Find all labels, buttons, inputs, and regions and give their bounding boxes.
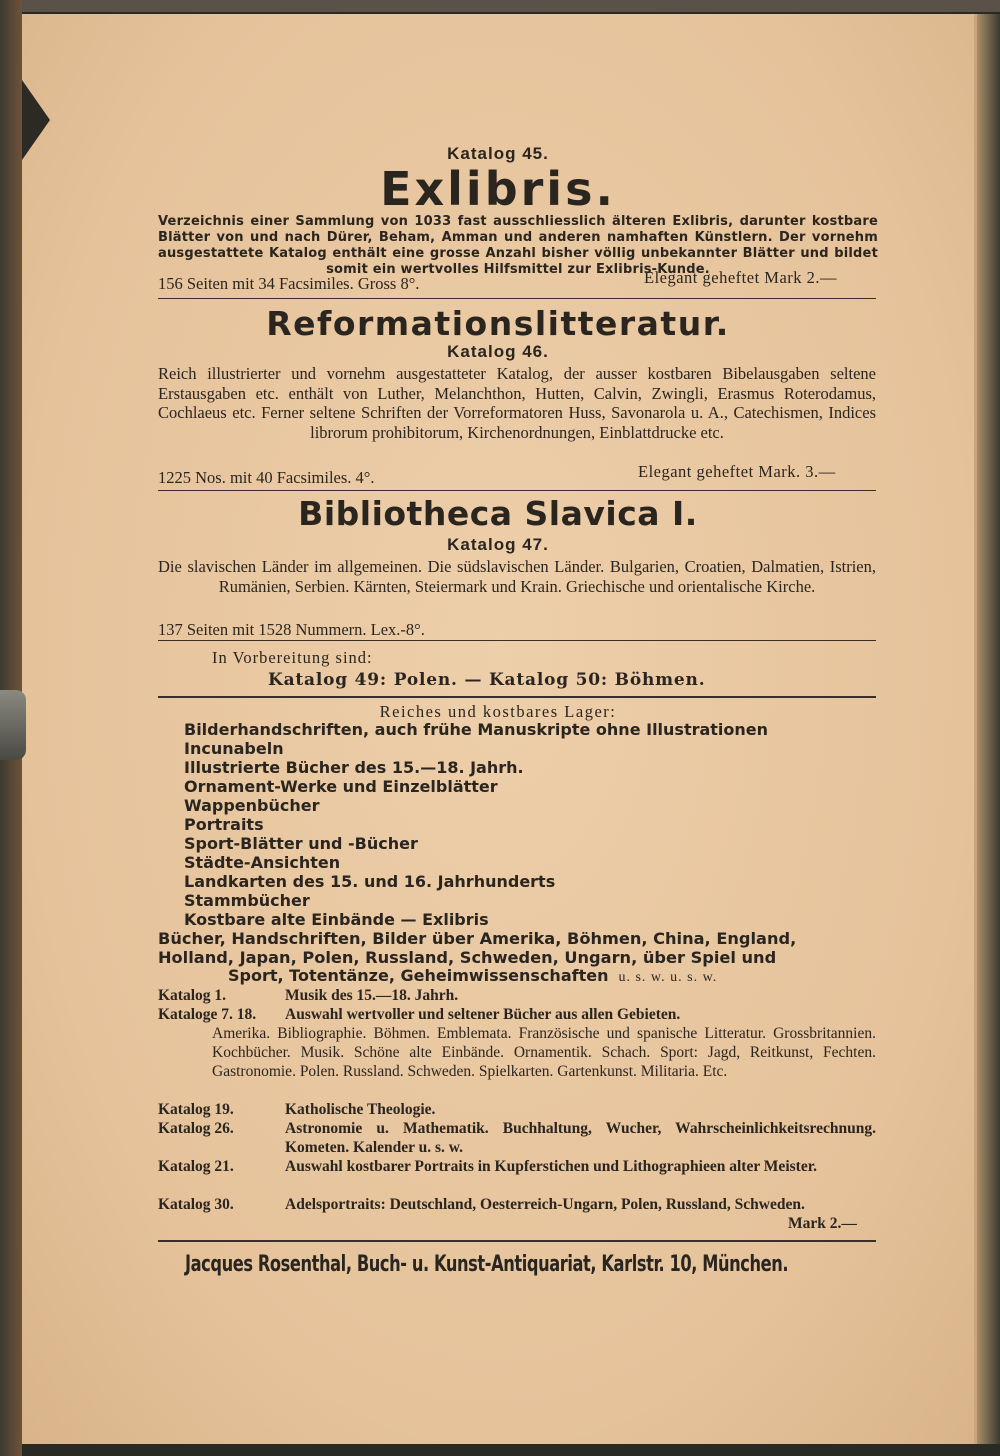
katalog-entry-label: Katalog 26. [158, 1120, 234, 1137]
publisher-footer: Jacques Rosenthal, Buch- u. Kunst-Antiquariat, Karlstr. 10, München. [185, 1252, 789, 1277]
lager-subjects-line-1: Bücher, Handschriften, Bilder über Amerika, Böhmen, China, England, [158, 929, 797, 948]
katalog-entry-title: Astronomie u. Mathematik. Buchhaltung, Wucher, Wahrscheinlichkeitsrechnung. Kometen. Kalender u. s. w. [285, 1120, 876, 1156]
divider [158, 696, 876, 698]
lager-subjects-etc: u. s. w. u. s. w. [618, 970, 718, 985]
katalog-entry-title: Adelsportraits: Deutschland, Oesterreich-Ungarn, Polen, Russland, Schweden. [285, 1196, 805, 1213]
katalog-entry-title: Auswahl kostbarer Portraits in Kupferstichen und Lithographieen alter Meister. [285, 1158, 818, 1175]
list-item: Wappenbücher [184, 796, 320, 815]
katalog-entry-label: Kataloge 7. 18. [158, 1006, 257, 1023]
katalog-entry [158, 986, 876, 1005]
page-paper [22, 14, 977, 1444]
lager-subjects-line-3 [228, 966, 717, 986]
exlibris-title: Exlibris. [380, 162, 616, 216]
katalog-45-heading: Katalog 45. [447, 144, 549, 163]
torn-corner [22, 80, 50, 160]
page-edge-shadow [974, 14, 1000, 1444]
katalog-47-description: Die slavischen Länder im allgemeinen. Die südslavischen Länder. Bulgarien, Croatien, Dalmatien, Istrien, Rumänien, Serbien. Kärnten, Steiermark und Krain. Griechische und orientalische Kirche. [158, 557, 876, 596]
katalog-47-heading: Katalog 47. [447, 535, 549, 554]
katalog-entry-label: Katalog 1. [158, 987, 227, 1004]
katalog-entry-title: Musik des 15.—18. Jahrh. [285, 987, 459, 1004]
katalog-entry-title: Katholische Theologie. [285, 1101, 436, 1118]
list-item: Portraits [184, 815, 264, 834]
lager-list [184, 720, 768, 929]
katalog-entry [158, 1119, 876, 1157]
list-item: Kostbare alte Einbände — Exlibris [184, 910, 489, 929]
list-item: Sport-Blätter und -Bücher [184, 834, 418, 853]
bibliotheca-slavica-title: Bibliotheca Slavica I. [298, 494, 698, 533]
list-item: Bilderhandschriften, auch frühe Manuskripte ohne Illustrationen [184, 720, 769, 739]
katalog-45-price: Elegant geheftet Mark 2.— [644, 268, 838, 287]
divider [158, 298, 876, 299]
lager-heading: Reiches und kostbares Lager: [379, 702, 617, 721]
katalog-46-heading: Katalog 46. [447, 342, 549, 361]
top-edge [0, 0, 1000, 12]
list-item: Incunabeln [184, 739, 284, 758]
list-item: Illustrierte Bücher des 15.—18. Jahrh. [184, 758, 524, 777]
katalog-entry-label: Katalog 30. [158, 1196, 234, 1213]
divider [158, 490, 876, 491]
lager-subjects-line-2: Holland, Japan, Polen, Russland, Schweden, Ungarn, über Spiel und [158, 948, 777, 967]
in-vorbereitung-label: In Vorbereitung sind: [212, 648, 373, 667]
katalog-entry-label: Katalog 21. [158, 1158, 234, 1175]
katalog-46-price: Elegant geheftet Mark. 3.— [638, 462, 836, 481]
price-text: Mark 2.— [788, 1215, 857, 1232]
katalog-entry-description: Amerika. Bibliographie. Böhmen. Emblemata. Französische und spanische Litteratur. Grossbritannien. Kochbücher. Musik. Schöne alte Einbände. Ornamentik. Schach. Sport: Jagd, Reitkunst, Fechten. Gastronomie. Polen. Russland. Schweden. Spielkarten. Gartenkunst. Militaria. Etc. [212, 1025, 876, 1080]
binding-clip [0, 690, 26, 760]
katalog-45-specs: 156 Seiten mit 34 Facsimiles. Gross 8°. [158, 274, 420, 293]
katalog-45-description: Verzeichnis einer Sammlung von 1033 fast ausschliesslich älteren Exlibris, darunter kostbare Blätter von und nach Dürer, Beham, Amman und anderen namhaften Künstlern. Der vornehm ausgestattete Katalog enthält eine grosse Anzahl bisher völlig unbekannter Blätter und bildet somit ein wertvolles Hilfsmittel zur Exlibris-Kunde. [158, 214, 878, 277]
katalog-entry-label: Katalog 19. [158, 1101, 234, 1118]
katalog-entry [158, 1157, 876, 1176]
list-item: Ornament-Werke und Einzelblätter [184, 777, 498, 796]
katalog-entry [158, 1100, 876, 1119]
list-item: Städte-Ansichten [184, 853, 341, 872]
katalog-46-specs: 1225 Nos. mit 40 Facsimiles. 4°. [158, 468, 375, 487]
katalog-entry [158, 1005, 876, 1024]
divider [158, 1240, 876, 1242]
divider [158, 640, 876, 641]
list-item: Landkarten des 15. und 16. Jahrhunderts [184, 872, 556, 891]
katalog-entry [158, 1195, 876, 1214]
katalog-47-specs: 137 Seiten mit 1528 Nummern. Lex.-8°. [158, 620, 425, 639]
katalog-46-description: Reich illustrierter und vornehm ausgestatteter Katalog, der ausser kostbaren Bibelausgaben seltene Erstausgaben etc. enthält von Luther, Melanchthon, Hutten, Calvin, Zwingli, Erasmus Roterodamus, Cochlaeus etc. Ferner seltene Schriften der Vorreformatoren Huss, Savonarola u. A., Catechismen, Indices librorum prohibitorum, Kirchenordnungen, Einblattdrucke etc. [158, 364, 876, 442]
reformationslitteratur-title: Reformationslitteratur. [266, 304, 730, 343]
list-item: Stammbücher [184, 891, 310, 910]
katalog-30-price [788, 1214, 857, 1233]
katalog-entry-title: Auswahl wertvoller und seltener Bücher aus allen Gebieten. [285, 1006, 681, 1023]
lager-subjects-text: Sport, Totentänze, Geheimwissenschaften [228, 966, 609, 985]
upcoming-catalogs: Katalog 49: Polen. — Katalog 50: Böhmen. [268, 670, 706, 690]
